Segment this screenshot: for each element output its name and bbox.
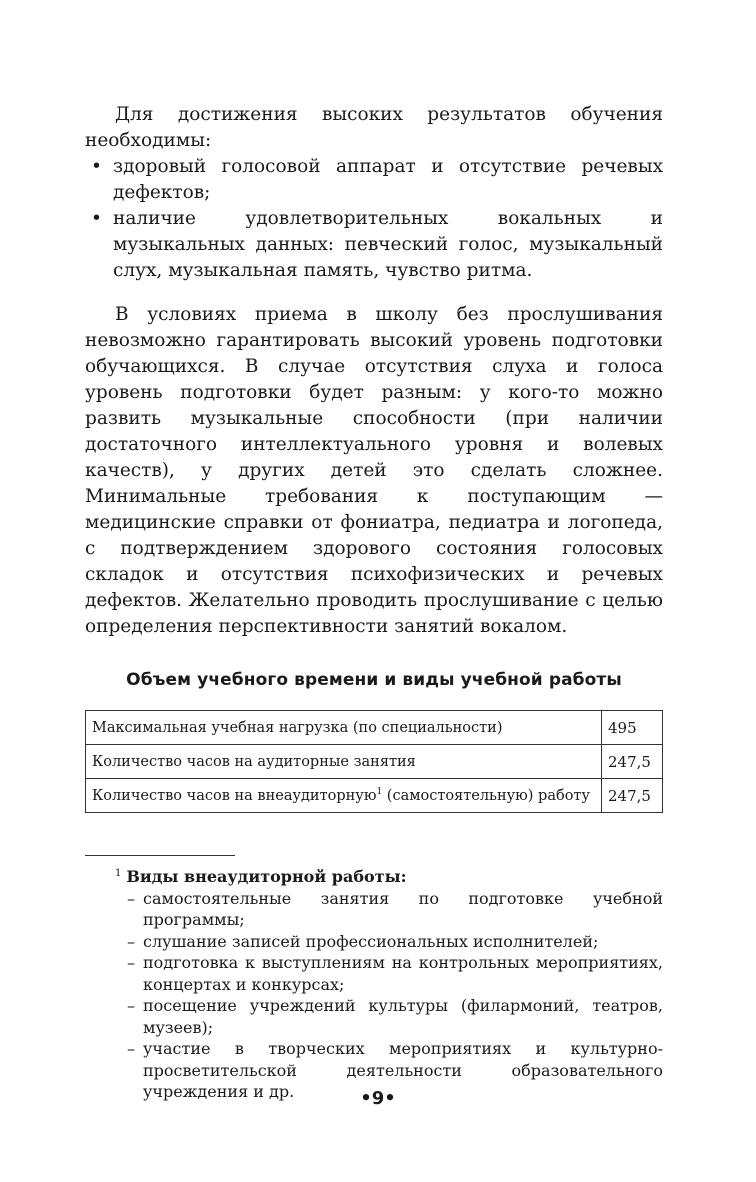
list-item bbox=[85, 154, 663, 206]
footnote-title bbox=[85, 866, 663, 888]
dash-icon: – bbox=[127, 1039, 135, 1058]
table-row bbox=[86, 779, 663, 813]
row-value: 247,5 bbox=[602, 745, 663, 779]
dash-icon: – bbox=[127, 996, 135, 1015]
intro-paragraph: Для достижения высоких результатов обучения необходимы: bbox=[85, 104, 663, 151]
list-item-text: участие в творческих мероприятиях и культурно-просветительской деятельности образовательного учреждения и др. bbox=[143, 1039, 663, 1101]
list-item bbox=[85, 952, 663, 995]
bullet-icon: • bbox=[91, 156, 102, 177]
row-value: 247,5 bbox=[602, 779, 663, 813]
row-label-text: (самостоятельную) работу bbox=[382, 787, 590, 804]
list-item bbox=[85, 206, 663, 284]
dash-icon: – bbox=[127, 888, 135, 908]
requirements-list bbox=[85, 154, 663, 284]
admission-paragraph: В условиях приема в школу без прослушивания невозможно гарантировать высокий уровень подготовки обучающихся. В случае отсутствия слуха и голоса уровень подготовки будет разным: у кого-то можно развить музыкальные способности (при наличии достаточного интеллектуального уровня и волевых качеств), у других детей это сделать сложнее. Минимальные требования к поступающим — медицинские справки от фониатра, педиатра и логопеда, с подтверждением здорового состояния голосовых складок и отсутствия психофизических и речевых дефектов. Желательно проводить прослушивание с целью определения перспективности занятий вокалом. bbox=[85, 304, 663, 637]
study-hours-table bbox=[85, 710, 663, 813]
list-item-text: подготовка к выступлениям на контрольных мероприятиях, концертах и конкурсах; bbox=[143, 953, 663, 994]
page-number: •9• bbox=[360, 1088, 396, 1109]
list-item-text: здоровый голосовой аппарат и отсутствие речевых дефектов; bbox=[113, 156, 663, 203]
row-label: Максимальная учебная нагрузка (по специальности) bbox=[86, 711, 602, 745]
list-item-text: наличие удовлетворительных вокальных и музыкальных данных: певческий голос, музыкальный слух, музыкальная память, чувство ритма. bbox=[113, 208, 663, 281]
table-heading: Объем учебного времени и виды учебной работы bbox=[126, 670, 622, 690]
table-row bbox=[86, 745, 663, 779]
list-item bbox=[85, 995, 663, 1038]
footnote-divider bbox=[85, 855, 235, 856]
row-label-text: Количество часов на внеаудиторную bbox=[92, 787, 377, 804]
footnote-reference[interactable]: 1 bbox=[376, 786, 383, 797]
page-body bbox=[85, 96, 663, 1103]
list-item bbox=[85, 931, 663, 953]
dash-icon: – bbox=[127, 931, 135, 951]
footnote bbox=[85, 866, 663, 1103]
dash-icon: – bbox=[127, 953, 135, 972]
row-label: Количество часов на аудиторные занятия bbox=[86, 745, 602, 779]
footnote-title-text: Виды внеаудиторной работы: bbox=[126, 867, 407, 886]
list-item-text: посещение учреждений культуры (филармоний, театров, музеев); bbox=[143, 996, 663, 1037]
table-row bbox=[86, 711, 663, 745]
footnote-list bbox=[85, 888, 663, 1103]
list-item-text: самостоятельные занятия по подготовке учебной программы; bbox=[143, 888, 663, 929]
footnote-mark: 1 bbox=[115, 867, 122, 879]
row-value: 495 bbox=[602, 711, 663, 745]
list-item-text: слушание записей профессиональных исполнителей; bbox=[143, 931, 599, 951]
list-item bbox=[85, 888, 663, 931]
row-label bbox=[86, 779, 602, 813]
bullet-icon: • bbox=[91, 208, 102, 229]
